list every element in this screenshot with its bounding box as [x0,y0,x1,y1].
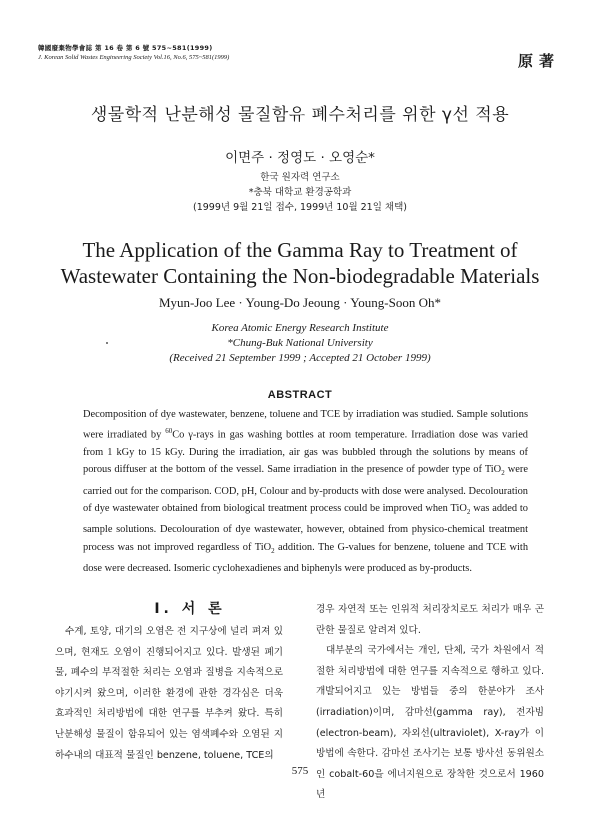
affiliation-english-1: Korea Atomic Energy Research Institute [211,322,389,334]
authors-english: Myun-Joo Lee · Young-Do Jeoung · Young-Soon Oh* [158,295,442,310]
body-paragraph: 수계, 토양, 대기의 오염은 전 지구상에 널리 펴져 있으며, 현재도 오염이 진행되어지고 있다. 발생된 폐기물, 폐수의 부적절한 처리는 오염과 질병을 지속적으로 야기시켜 왔으며, 이러한 환경에 관한 경각심은 더욱 효과적인 처리방법에 대한 연구를 부추켜 왔다. 특히 난분해성 물질이 함유되어 있는 염색폐수와 오염된 지하수내의 대표적 물질인 benzene, toluene, TCE의 [55,626,283,761]
journal-name-korean: 韓國廢棄物學會誌 第 16 卷 第 6 號 575~581(1999) [38,44,213,52]
isotope-superscript: 60 [165,427,173,436]
affiliation-korean-2: *충북 대학교 환경공학과 [248,187,352,198]
affiliation-english-2: *Chung-Buk National University [227,337,373,349]
affiliation-korean-1: 한국 원자력 연구소 [260,172,340,183]
received-dates-english: (Received 21 September 1999 ; Accepted 21 October 1999) [169,352,431,364]
abstract-text-4: was added to sample solutions. Decolouration of dye wastewater, however, obtained from physico-chemical treatment process was not improved regardless of TiO [83,503,528,553]
abstract-body [83,406,528,577]
stray-dot [106,342,108,344]
page-number: 575 [291,765,309,777]
journal-name-english: J. Korean Solid Wastes Engineering Society Vol.16, No.6, 575~581(1999) [38,54,230,61]
abstract-heading: ABSTRACT [267,389,333,401]
title-korean: 생물학적 난분해성 물질함유 폐수처리를 위한 γ선 적용 [90,105,510,125]
body-paragraph: 경우 자연적 또는 인위적 처리장치로도 처리가 매우 곤란한 물질로 알려져 있다. [316,604,544,636]
subscript-2: 2 [466,508,471,517]
body-column-left [55,622,283,766]
abstract-text-5: addition. The G-values for benzene, toluene and TCE with dose were decreased. Isomeric cyclohexadienes and biphenyls were produced as by-products. [83,541,529,575]
section-heading-introduction: Ⅰ. 서 론 [154,601,226,617]
title-english [0,237,600,289]
title-english-line-2: Wastewater Containing the Non-biodegradable Materials [60,264,540,288]
abstract-text-1: Decomposition of dye wastewater, benzene, toluene and TCE by irradiation was studied. Sample solutions were irradiated by [83,409,528,441]
subscript-2: 2 [501,469,505,478]
subscript-2: 2 [271,546,275,555]
article-type-badge: 原著 [517,52,560,70]
abstract-text-2: Co γ-rays in gas washing bottles at room temperature. Irradiation dose was varied from 1 kGy to 15 kGy. During the irradiation, air gas was bubbled through the solutions by means of porous diffuser at the bottom of the vessel. Same irradiation in the presence of powder type of TiO [83,429,529,476]
abstract-text-3: were carried out for the comparison. COD, pH, Colour and by-products with dose were analysed. Decolouration of dye wastewater obtained from biological treatment process could be improved when TiO [83,464,528,515]
received-dates-korean: (1999년 9월 21일 접수, 1999년 10월 21일 채택) [192,202,407,213]
title-english-line-1: The Application of the Gamma Ray to Treatment of [82,238,518,262]
authors-korean: 이면주 · 정영도 · 오영순* [225,150,375,166]
body-paragraph: 대부분의 국가에서는 개인, 단체, 국가 차원에서 적절한 처리방법에 대한 연구를 지속적으로 행하고 있다. 개발되어지고 있는 방법들 중의 한분야가 조사(irradiation)이며, 감마선(gamma ray), 전자빔(electron-beam), 자외선(ultraviolet), X-ray가 이 방법에 속한다. 감마선 조사기는 보통 방사선 동위원소인 cobalt-60을 에너지원으로 장착한 것으로서 1960년 [316,645,544,801]
journal-header [38,44,338,62]
